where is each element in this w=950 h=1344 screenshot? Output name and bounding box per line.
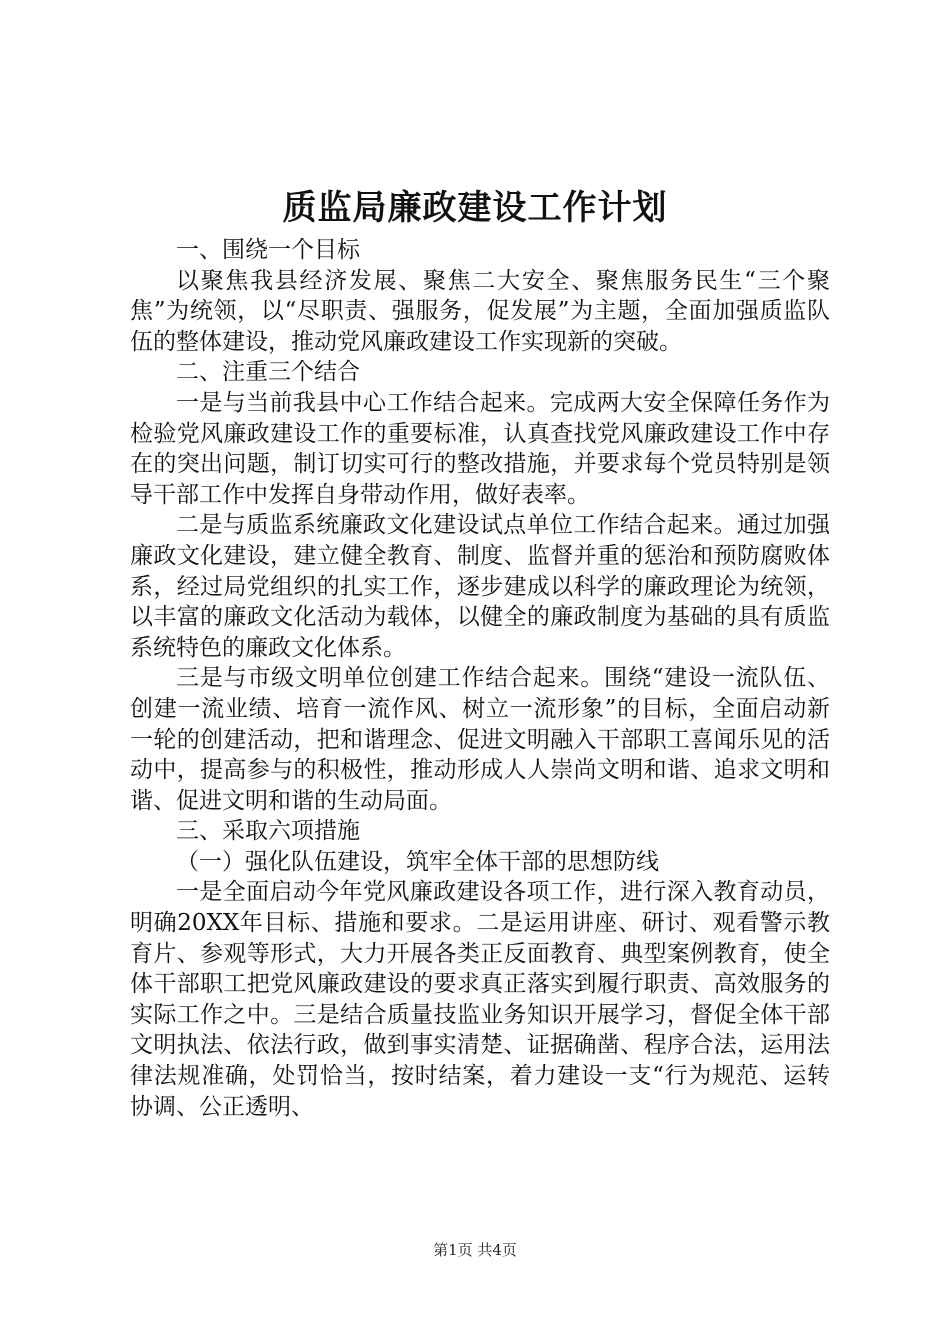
page-number-footer: 第1页 共4页 [433,1241,517,1259]
section-heading-3: 三、采取六项措施 [176,818,360,845]
paragraph-goal: 以聚焦我县经济发展、聚焦二大安全、聚焦服务民生“三个聚焦”为统领，以“尽职责、强服务，促发展”为主题，全面加强质监队伍的整体建设，推动党风廉政建设工作实现新的突破。 [130,267,830,355]
document-body [130,235,830,1122]
paragraph-combination-1: 一是与当前我县中心工作结合起来。完成两大安全保障任务作为检验党风廉政建设工作的重要标准，认真查找党风廉政建设工作中存在的突出问题，制订切实可行的整改措施，并要求每个党员特别是领导干部工作中发挥自身带动作用，做好表率。 [130,389,830,508]
paragraph-combination-2: 二是与质监系统廉政文化建设试点单位工作结合起来。通过加强廉政文化建设，建立健全教育、制度、监督并重的惩治和预防腐败体系，经过局党组织的扎实工作，逐步建成以科学的廉政理论为统领，以丰富的廉政文化活动为载体，以健全的廉政制度为基础的具有质监系统特色的廉政文化体系。 [130,512,830,661]
paragraph-measure-1: 一是全面启动今年党风廉政建设各项工作，进行深入教育动员，明确20XX年目标、措施和要求。二是运用讲座、研讨、观看警示教育片、参观等形式，大力开展各类正反面教育、典型案例教育，使全体干部职工把党风廉政建设的要求真正落实到履行职责、高效服务的实际工作之中。三是结合质量技监业务知识开展学习，督促全体干部文明执法、依法行政，做到事实清楚、证据确凿、程序合法，运用法律法规准确，处罚恰当，按时结案，着力建设一支“行为规范、运转协调、公正透明、 [130,879,830,1120]
section-heading-2: 二、注重三个结合 [176,359,360,386]
paragraph-combination-3: 三是与市级文明单位创建工作结合起来。围绕“建设一流队伍、创建一流业绩、培育一流作风、树立一流形象”的目标，全面启动新一轮的创建活动，把和谐理念、促进文明融入干部职工喜闻乐见的活动中，提高参与的积极性，推动形成人人崇尚文明和谐、追求文明和谐、促进文明和谐的生动局面。 [130,665,830,814]
document-title: 质监局廉政建设工作计划 [282,188,668,228]
section-heading-1: 一、围绕一个目标 [176,237,360,263]
subsection-heading-1: （一）强化队伍建设，筑牢全体干部的思想防线 [176,848,659,875]
